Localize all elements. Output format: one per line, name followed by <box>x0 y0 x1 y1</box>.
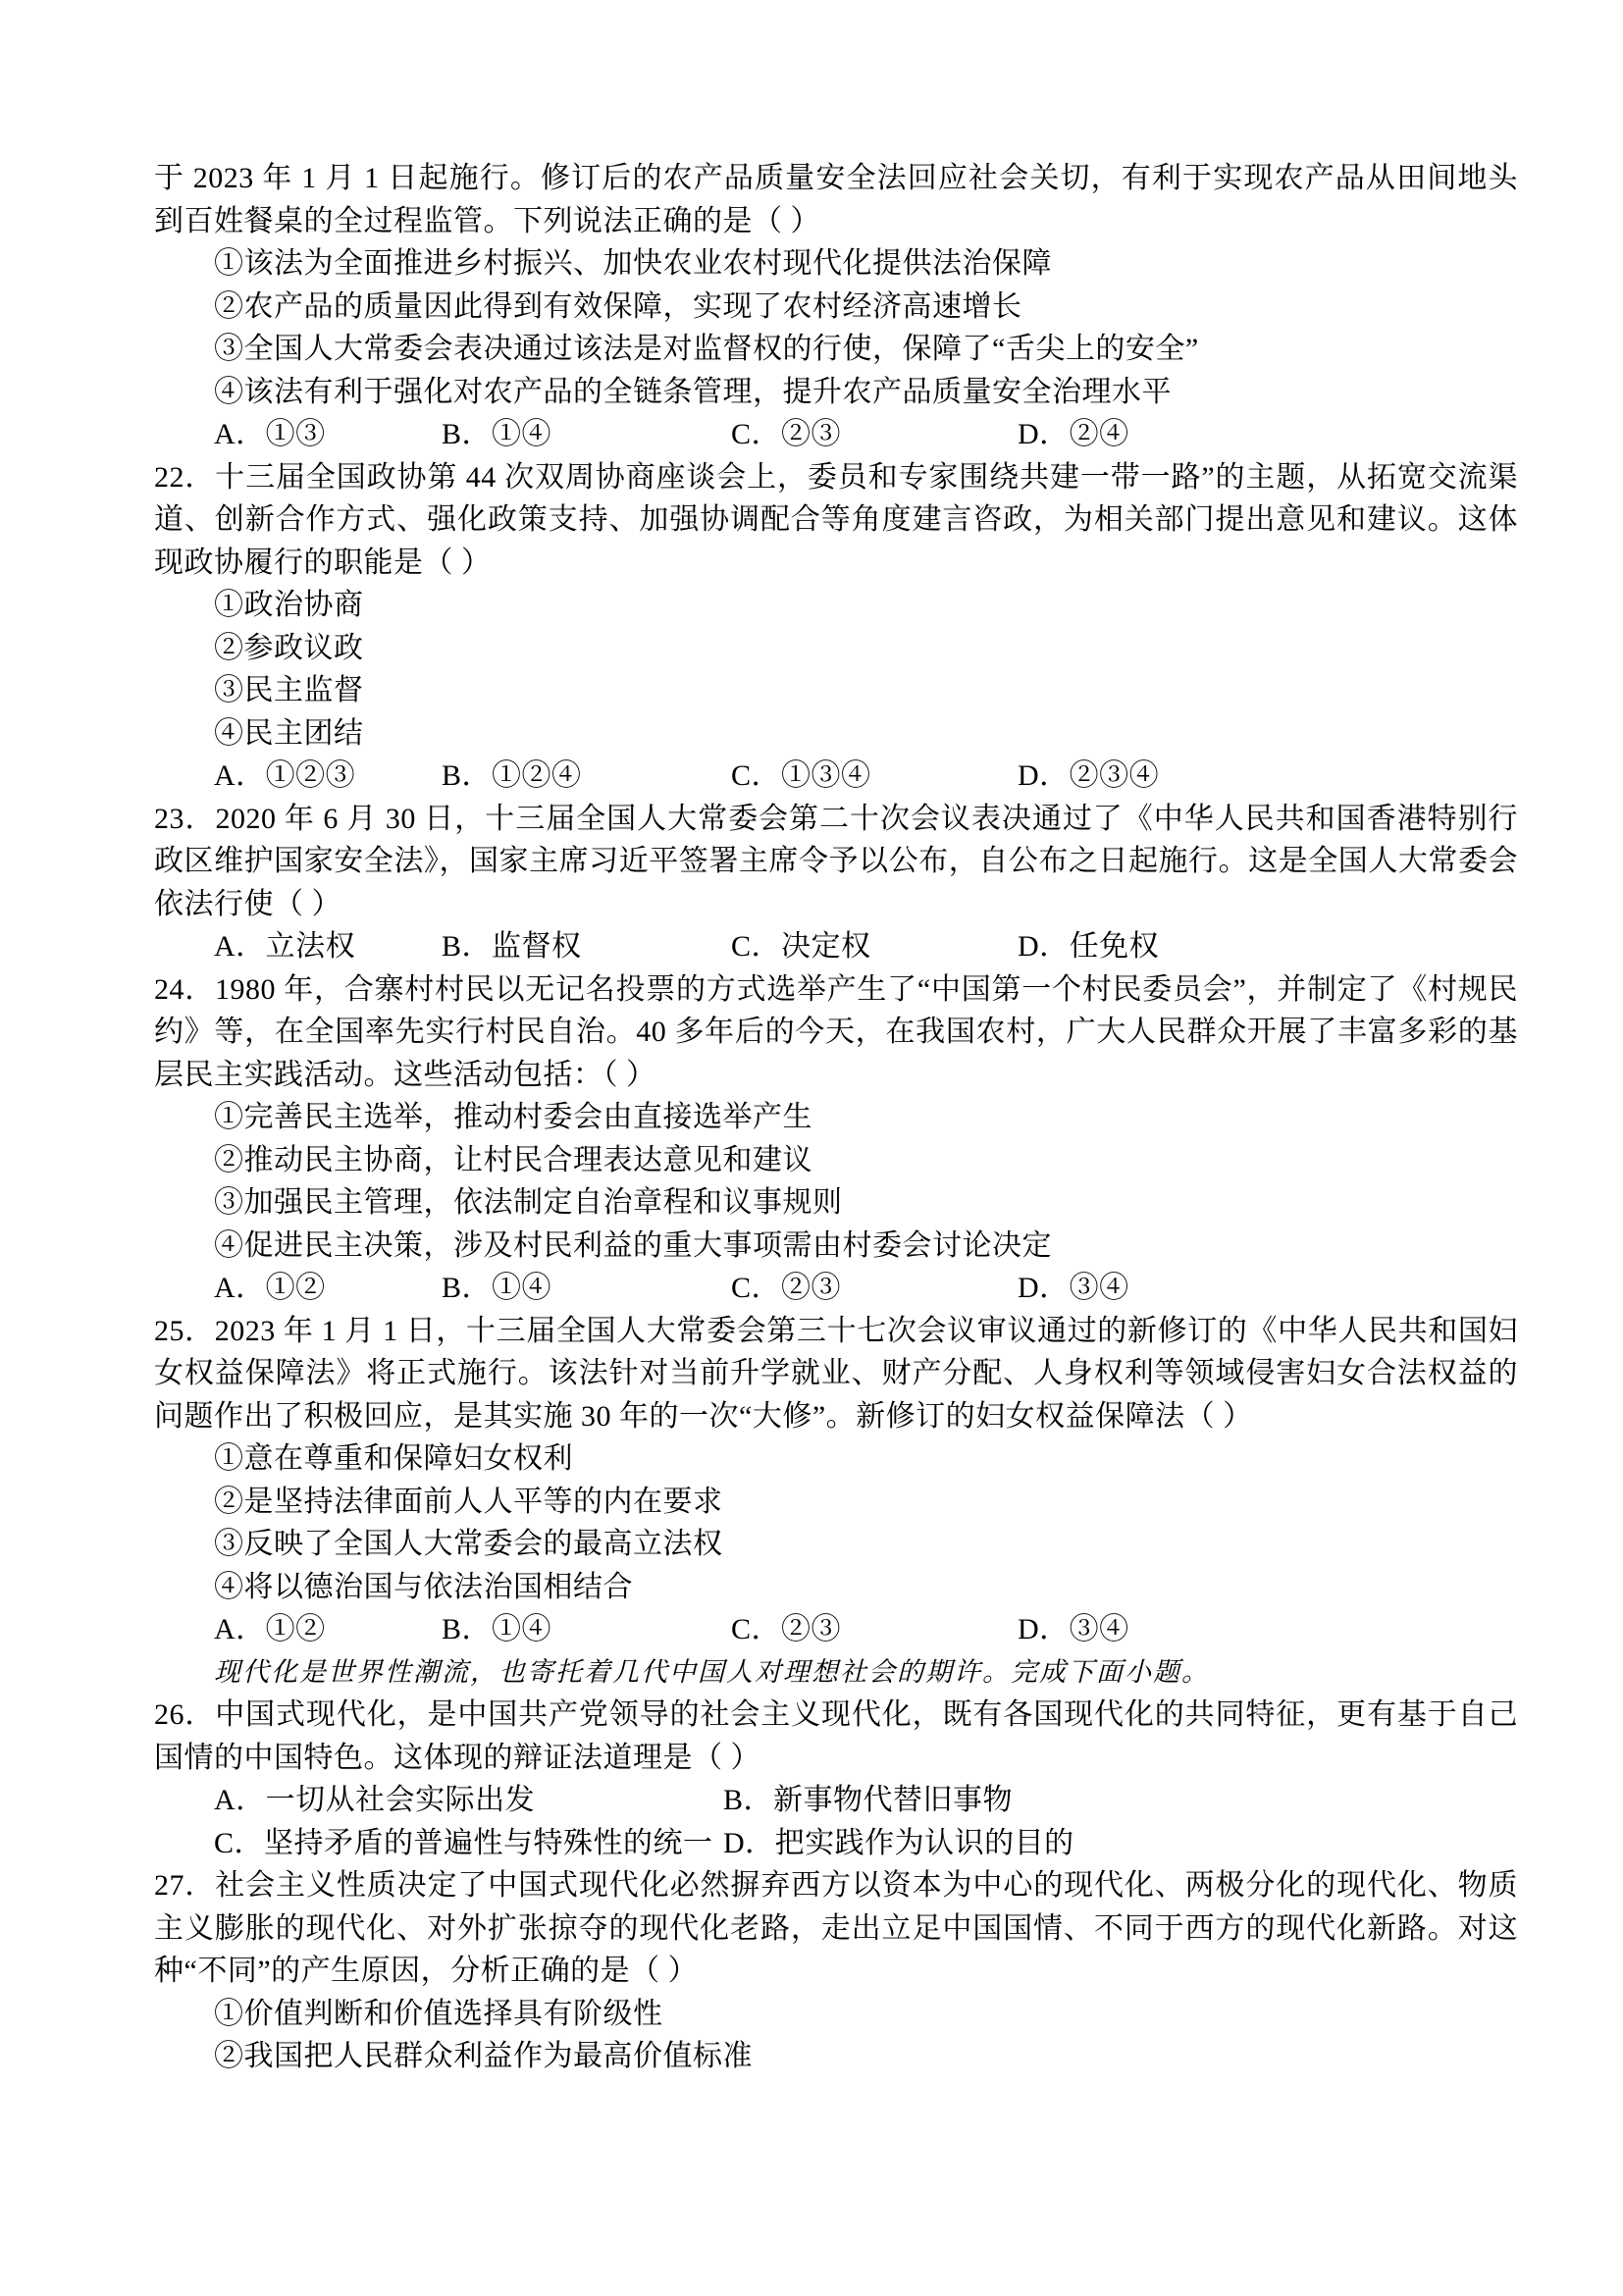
answer-choice: B．监督权 <box>442 930 582 963</box>
answer-choices-row <box>154 755 1518 798</box>
answer-choice: C．坚持矛盾的普遍性与特殊性的统一 <box>214 1826 713 1859</box>
option-item: ③反映了全国人大常委会的最高立法权 <box>214 1528 723 1560</box>
answer-choice: C．决定权 <box>731 930 871 963</box>
answer-choice: C．①③④ <box>731 759 871 792</box>
option-item: ②参政议政 <box>214 631 364 664</box>
option-item: ④该法有利于强化对农产品的全链条管理，提升农产品质量安全治理水平 <box>214 375 1172 408</box>
answer-choice: D．把实践作为认识的目的 <box>723 1826 1074 1859</box>
answer-choice: A．①②③ <box>214 759 356 792</box>
option-item: ③全国人大常委会表决通过该法是对监督权的行使，保障了“舌尖上的安全” <box>214 333 1199 365</box>
answer-choice: B．①④ <box>442 1272 552 1304</box>
option-item: ③民主监督 <box>214 674 364 706</box>
answer-choice: B．新事物代替旧事物 <box>723 1784 1014 1816</box>
option-item: ②是坚持法律面前人人平等的内在要求 <box>214 1485 723 1518</box>
option-item: ②推动民主协商，让村民合理表达意见和建议 <box>214 1143 812 1176</box>
question-paragraph: 25．2023 年 1 月 1 日，十三届全国人大常委会第三十七次会议审议通过的新修订的《中华人民共和国妇女权益保障法》将正式施行。该法针对当前升学就业、财产分配、人身权利等领域侵害妇女合法权益的问题作出了积极回应，是其实施 30 年的一次“大修”。新修订的妇女权益保障法（ ） <box>154 1314 1518 1433</box>
answer-choice: D．任免权 <box>1018 930 1160 963</box>
section-note: 现代化是世界性潮流，也寄托着几代中国人对理想社会的期许。完成下面小题。 <box>214 1656 1210 1687</box>
answer-choice: A．①② <box>214 1272 326 1304</box>
option-item: ①价值判断和价值选择具有阶级性 <box>214 1997 663 2030</box>
option-item: ①该法为全面推进乡村振兴、加快农业农村现代化提供法治保障 <box>214 247 1052 280</box>
answer-choice: A．立法权 <box>214 930 356 963</box>
option-item: ①完善民主选举，推动村委会由直接选举产生 <box>214 1101 812 1133</box>
option-item: ③加强民主管理，依法制定自治章程和议事规则 <box>214 1186 843 1219</box>
answer-choice: D．②④ <box>1018 418 1129 450</box>
answer-choice: B．①②④ <box>442 759 582 792</box>
answer-choices-row <box>154 1608 1518 1651</box>
answer-choice: B．①④ <box>442 418 552 450</box>
option-item: ①意在尊重和保障妇女权利 <box>214 1442 573 1475</box>
answer-choice: A．一切从社会实际出发 <box>214 1784 536 1816</box>
exam-content <box>154 157 1518 2078</box>
answer-choices-row <box>154 1267 1518 1310</box>
answer-choice: D．③④ <box>1018 1613 1129 1645</box>
question-paragraph: 24．1980 年，合寨村村民以无记名投票的方式选举产生了“中国第一个村民委员会”，并制定了《村规民约》等，在全国率先实行村民自治。40 多年后的今天，在我国农村，广大人民群众开展了丰富多彩的基层民主实践活动。这些活动包括：（ ） <box>154 972 1518 1091</box>
question-paragraph: 22．十三届全国政协第 44 次双周协商座谈会上，委员和专家围绕共建一带一路”的主题，从拓宽交流渠道、创新合作方式、强化政策支持、加强协调配合等角度建言咨政，为相关部门提出意见和建议。这体现政协履行的职能是（ ） <box>154 460 1518 579</box>
answer-choice: D．②③④ <box>1018 759 1160 792</box>
question-paragraph: 于 2023 年 1 月 1 日起施行。修订后的农产品质量安全法回应社会关切，有利于实现农产品从田间地头到百姓餐桌的全过程监管。下列说法正确的是（ ） <box>154 162 1518 237</box>
option-item: ④民主团结 <box>214 716 364 750</box>
answer-choice: C．②③ <box>731 1272 842 1304</box>
option-item: ②农产品的质量因此得到有效保障，实现了农村经济高速增长 <box>214 289 1022 323</box>
answer-choices-row <box>154 1779 1518 1822</box>
answer-choices-row <box>154 413 1518 456</box>
answer-choices-row <box>154 925 1518 968</box>
question-paragraph: 23．2020 年 6 月 30 日，十三届全国人大常委会第二十次会议表决通过了《中华人民共和国香港特别行政区维护国家安全法》，国家主席习近平签署主席令予以公布，自公布之日起施行。这是全国人大常委会依法行使（ ） <box>154 802 1518 920</box>
question-paragraph: 26．中国式现代化，是中国共产党领导的社会主义现代化，既有各国现代化的共同特征，更有基于自己国情的中国特色。这体现的辩证法道理是（ ） <box>154 1698 1518 1774</box>
option-item: ②我国把人民群众利益作为最高价值标准 <box>214 2040 753 2072</box>
answer-choice: C．②③ <box>731 1613 842 1645</box>
answer-choice: C．②③ <box>731 418 842 450</box>
answer-choices-row <box>154 1822 1518 1865</box>
option-item: ①政治协商 <box>214 589 364 621</box>
answer-choice: A．①② <box>214 1613 326 1645</box>
answer-choice: D．③④ <box>1018 1272 1129 1304</box>
option-item: ④促进民主决策，涉及村民利益的重大事项需由村委会讨论决定 <box>214 1228 1052 1262</box>
option-item: ④将以德治国与依法治国相结合 <box>214 1570 633 1603</box>
question-paragraph: 27．社会主义性质决定了中国式现代化必然摒弃西方以资本为中心的现代化、两极分化的现代化、物质主义膨胀的现代化、对外扩张掠夺的现代化老路，走出立足中国国情、不同于西方的现代化新路。对这种“不同”的产生原因，分析正确的是（ ） <box>154 1869 1518 1987</box>
answer-choice: A．①③ <box>214 418 326 450</box>
answer-choice: B．①④ <box>442 1613 552 1645</box>
